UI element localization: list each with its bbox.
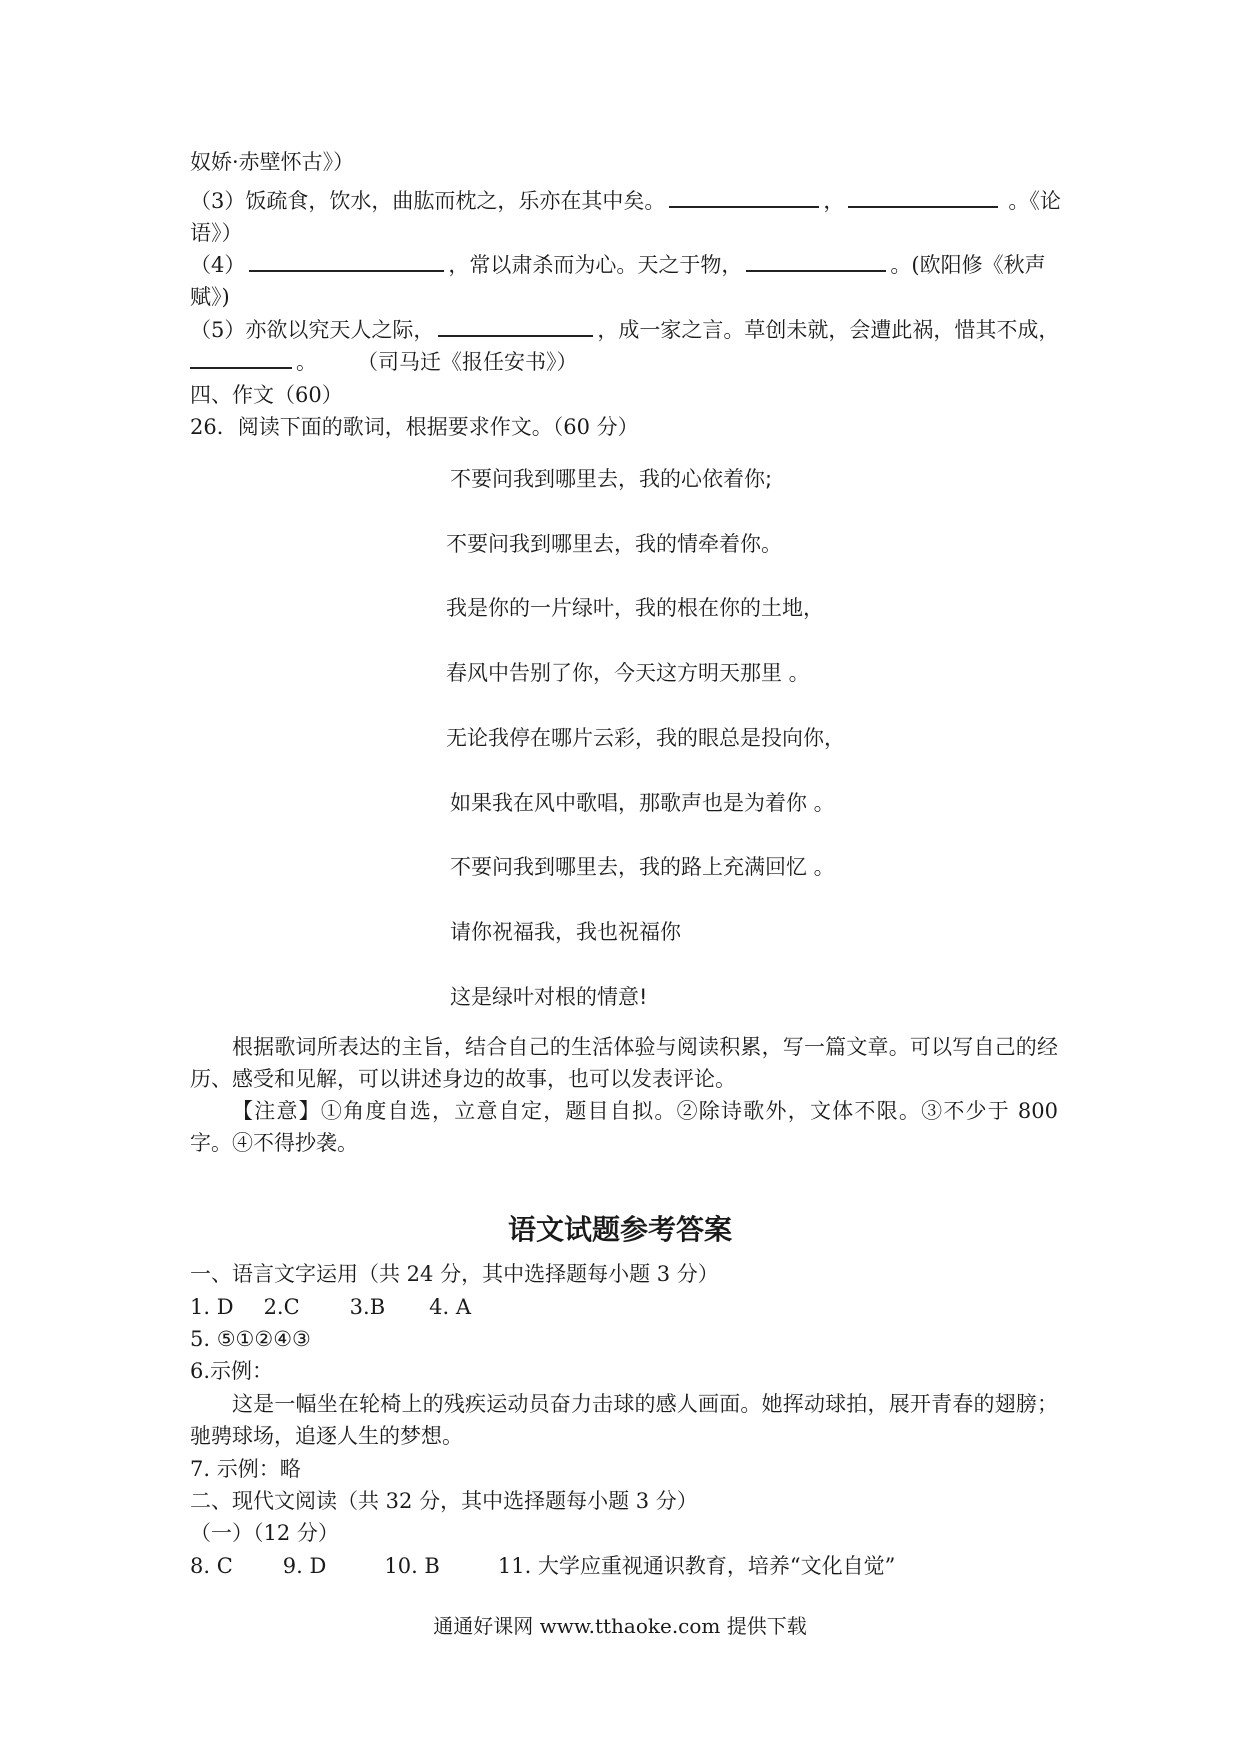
lyric-line: 不要问我到哪里去，我的路上充满回忆 。 <box>450 855 835 879</box>
answer-item: 4. A <box>429 1295 472 1319</box>
section-heading: 二、现代文阅读（共 32 分，其中选择题每小题 3 分） <box>190 1489 698 1513</box>
answer-item: 6.示例： <box>190 1359 274 1383</box>
fill-blank <box>438 317 593 337</box>
question-text: 26．阅读下面的歌词，根据要求作文。（60 分） <box>190 415 639 439</box>
answer-item: 8. C <box>190 1554 233 1578</box>
fill-blank <box>746 252 886 272</box>
recitation-text: （4） <box>190 253 246 277</box>
recitation-text: （3）饭疏食，饮水，曲肱而枕之，乐亦在其中矣。 <box>190 189 666 213</box>
answer-item: 10. B <box>384 1554 440 1578</box>
recitation-line: 奴娇·赤壁怀古》） <box>190 150 355 174</box>
answer-item: 7. 示例：略 <box>190 1457 301 1481</box>
recitation-item-3 <box>190 187 1061 215</box>
lyric-line: 请你祝福我，我也祝福你 <box>450 920 681 944</box>
lyric-line: 不要问我到哪里去，我的心依着你; <box>450 467 773 491</box>
answer-item: 3.B <box>349 1295 386 1319</box>
lyric-line: 如果我在风中歌唱，那歌声也是为着你 。 <box>450 791 835 815</box>
answer-row <box>190 1552 895 1580</box>
fill-blank <box>669 188 819 208</box>
recitation-line: 赋》) <box>190 285 230 309</box>
recitation-text: ，成一家之言。草创未就，会遭此祸，惜其不成， <box>597 318 1060 342</box>
lyric-line: 我是你的一片绿叶，我的根在你的土地， <box>446 596 824 620</box>
fill-blank <box>249 252 444 272</box>
lyric-line: 春风中告别了你，今天这方明天那里 。 <box>446 661 810 685</box>
section-heading: 一、语言文字运用（共 24 分，其中选择题每小题 3 分） <box>190 1262 719 1286</box>
answer-item: 11. 大学应重视通识教育，培养“文化自觉” <box>497 1554 896 1578</box>
note-paragraph: 【注意】①角度自选，立意自定，题目自拟。②除诗歌外，文体不限。③不少于 800 字。④不得抄袭。 <box>190 1099 1058 1155</box>
fill-blank <box>190 349 292 369</box>
recitation-text: 。(欧阳修《秋声 <box>890 253 1046 277</box>
section-heading: 四、作文（60） <box>190 383 343 407</box>
recitation-item-5 <box>190 316 1059 344</box>
instruction-paragraph: 根据歌词所表达的主旨，结合自己的生活体验与阅读积累，写一篇文章。可以写自己的经历、感受和见解，可以讲述身边的故事，也可以发表评论。 <box>190 1035 1058 1091</box>
recitation-item-5-cont <box>190 348 578 376</box>
recitation-text: ，常以肃杀而为心。天之于物， <box>448 253 743 277</box>
recitation-text: 。《论 <box>1008 189 1061 213</box>
answer-paragraph: 这是一幅坐在轮椅上的残疾运动员奋力击球的感人画面。她挥动球拍，展开青春的翅膀；驰骋球场，追逐人生的梦想。 <box>190 1392 1058 1448</box>
answer-item: 5. ⑤①②④③ <box>190 1327 311 1351</box>
answer-title: 语文试题参考答案 <box>507 1213 732 1246</box>
answer-item: 1. D <box>190 1295 234 1319</box>
lyric-line: 不要问我到哪里去，我的情牵着你。 <box>446 532 782 556</box>
recitation-text: ， <box>823 189 845 213</box>
fill-blank <box>848 188 998 208</box>
subsection-heading: （一）（12 分） <box>190 1521 339 1545</box>
answer-item: 2.C <box>263 1295 300 1319</box>
recitation-text: （5）亦欲以究天人之际， <box>190 318 435 342</box>
lyric-line: 这是绿叶对根的情意! <box>450 985 648 1009</box>
lyric-line: 无论我停在哪片云彩，我的眼总是投向你， <box>446 726 845 750</box>
answer-item: 9. D <box>282 1554 327 1578</box>
recitation-item-4 <box>190 251 1046 279</box>
answer-row <box>190 1293 471 1321</box>
recitation-line: 语》） <box>190 221 243 245</box>
page-footer: 通通好课网 www.tthaoke.com 提供下载 <box>433 1614 807 1638</box>
recitation-text: 。 （司马迁《报任安书》） <box>296 350 578 374</box>
